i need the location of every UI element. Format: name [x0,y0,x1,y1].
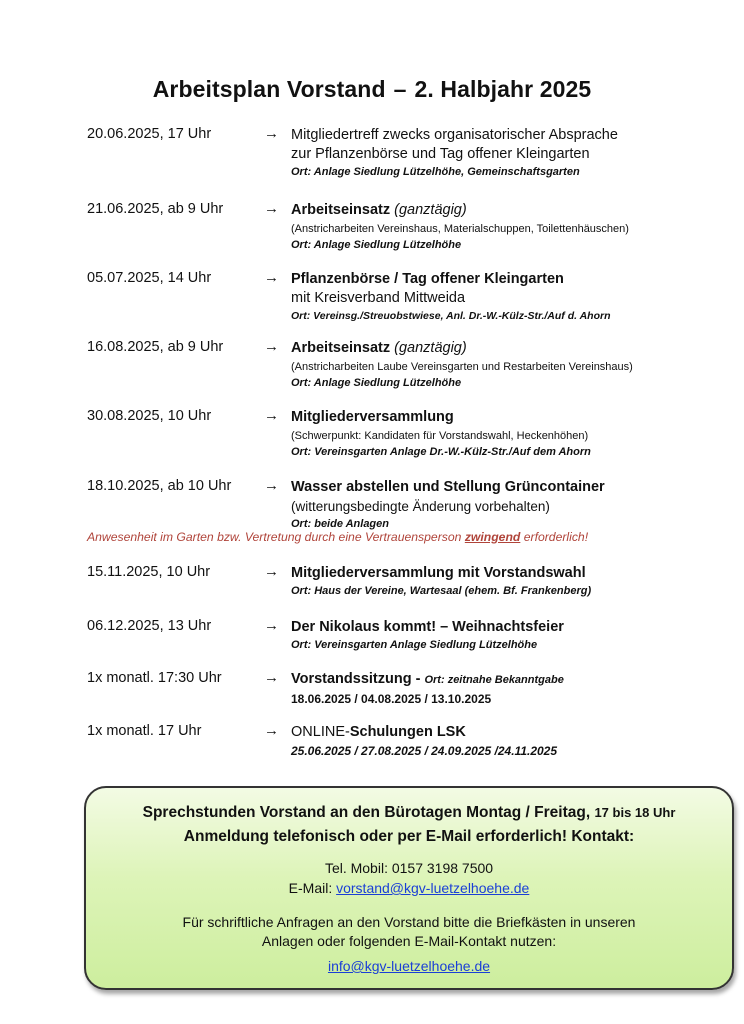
entry-desc [291,201,731,253]
entry-location: Ort: beide Anlagen [291,518,389,530]
entry-location: Ort: Vereinsg./Streuobstwiese, Anl. Dr.-W.-Külz-Str./Auf d. Ahorn [291,310,611,322]
email-line: E-Mail: vorstand@kgv-luetzelhoehe.de [288,880,530,896]
entry-desc [291,618,731,653]
arrow-icon: → [264,200,279,217]
entry-title: Der Nikolaus kommt! – Weihnachtsfeier [291,619,564,635]
entry-location: Ort: Anlage Siedlung Lützelhöhe, Gemeinschaftsgarten [291,166,580,178]
phone-number: Tel. Mobil: 0157 3198 7500 [324,860,494,876]
entry-date: 15.11.2025, 10 Uhr [87,564,211,580]
entry-date: 1x monatl. 17 Uhr [87,723,202,739]
entry-date: 05.07.2025, 14 Uhr [87,270,212,286]
entry-title: ONLINE-Schulungen LSK [291,724,466,740]
attendance-warning: Anwesenheit im Garten bzw. Vertretung durch eine Vertrauensperson zwingend erforderlich! [87,530,589,544]
entry-subtext: (Schwerpunkt: Kandidaten für Vorstandswahl, Heckenhöhen) [291,430,589,442]
entry-location: Ort: Anlage Siedlung Lützelhöhe [291,239,462,251]
entry-desc [291,670,731,708]
arrow-icon: → [264,269,279,286]
entry-dates: 18.06.2025 / 04.08.2025 / 13.10.2025 [291,692,492,706]
info-email-link[interactable]: info@kgv-luetzelhoehe.de [327,958,491,974]
note-line-2: Anlagen oder folgenden E-Mail-Kontakt nutzen: [261,933,557,949]
office-hours-subline: Anmeldung telefonisch oder per E-Mail erforderlich! Kontakt: [183,828,635,845]
entry-dates: 25.06.2025 / 27.08.2025 / 24.09.2025 /24.11.2025 [291,744,558,758]
entry-title: Vorstandssitzung - Ort: zeitnahe Bekanntgabe [291,671,564,687]
entry-title: Arbeitseinsatz (ganztägig) [291,340,467,356]
arrow-icon: → [264,722,279,739]
arrow-icon: → [264,563,279,580]
entry-desc [291,339,731,391]
entry-subtext: (Anstricharbeiten Laube Vereinsgarten und Restarbeiten Vereinshaus) [291,361,633,373]
entry-title: Mitgliederversammlung [291,409,454,425]
arrow-icon: → [264,407,279,424]
entry-location: Ort: Anlage Siedlung Lützelhöhe [291,377,462,389]
entry-location: Ort: Haus der Vereine, Wartesaal (ehem. Bf. Frankenberg) [291,585,592,597]
entry-title: Pflanzenbörse / Tag offener Kleingarten [291,271,564,287]
entry-line2: zur Pflanzenbörse und Tag offener Kleingarten [291,146,590,162]
entry-date: 18.10.2025, ab 10 Uhr [87,478,232,494]
entry-title: Mitgliederversammlung mit Vorstandswahl [291,565,586,581]
arrow-icon: → [264,477,279,494]
entry-location: Ort: Vereinsgarten Anlage Dr.-W.-Külz-Str./Auf dem Ahorn [291,446,591,458]
note-line-1: Für schriftliche Anfragen an den Vorstand bitte die Briefkästen in unseren [182,914,636,930]
arrow-icon: → [264,669,279,686]
entry-desc [291,478,731,532]
title-left: Arbeitsplan Vorstand [152,76,386,102]
entry-date: 06.12.2025, 13 Uhr [87,618,212,634]
office-hours-box [84,786,734,990]
entry-location: Ort: zeitnahe Bekanntgabe [424,674,564,686]
entry-location: Ort: Vereinsgarten Anlage Siedlung Lützelhöhe [291,639,538,651]
entry-date: 1x monatl. 17:30 Uhr [87,670,222,686]
vorstand-email-link[interactable]: vorstand@kgv-luetzelhoehe.de [336,880,530,896]
entry-desc [291,408,731,460]
office-hours-headline: Sprechstunden Vorstand an den Bürotagen Montag / Freitag, 17 bis 18 Uhr [142,804,676,821]
entry-title: Wasser abstellen und Stellung Grüncontainer [291,479,605,495]
entry-line2: (witterungsbedingte Änderung vorbehalten) [291,499,550,514]
title-right: 2. Halbjahr 2025 [414,76,592,102]
entry-desc [291,270,731,324]
entry-title: Arbeitseinsatz (ganztägig) [291,202,467,218]
arrow-icon: → [264,125,279,142]
entry-desc [291,126,731,180]
entry-desc [291,723,731,760]
entry-desc [291,564,731,599]
entry-subtext: (Anstricharbeiten Vereinshaus, Materialschuppen, Toilettenhäuschen) [291,223,629,235]
arrow-icon: → [264,338,279,355]
warning-emphasis: zwingend [464,530,521,544]
entry-date: 20.06.2025, 17 Uhr [87,126,212,142]
page-title [0,76,744,103]
entry-date: 16.08.2025, ab 9 Uhr [87,339,224,355]
entry-title: Mitgliedertreff zwecks organisatorischer Absprache [291,127,618,143]
entry-date: 30.08.2025, 10 Uhr [87,408,212,424]
entry-date: 21.06.2025, ab 9 Uhr [87,201,224,217]
arrow-icon: → [264,617,279,634]
entry-line2: mit Kreisverband Mittweida [291,290,466,306]
office-hours-time: 17 bis 18 Uhr [594,805,676,820]
title-dash: – [393,76,407,102]
